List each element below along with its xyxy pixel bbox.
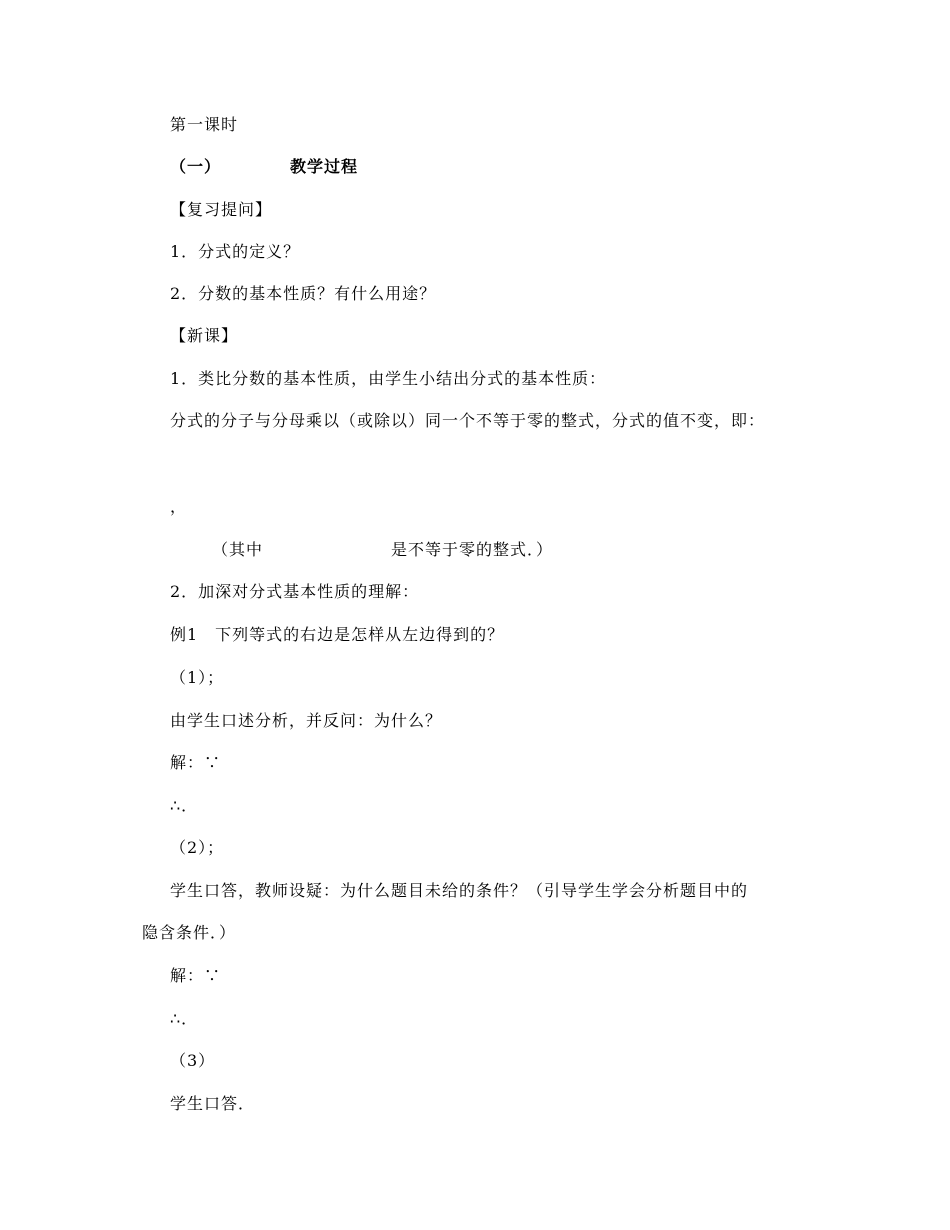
student-oral: 学生口答． [170,1094,256,1113]
item-2: 2．加深对分式基本性质的理解： [170,582,420,601]
example-1: 例1 下列等式的右边是怎样从左边得到的？ [170,625,505,644]
part-1: （1）； [170,668,225,687]
where-note [212,540,553,560]
solution-1-therefore: ∴． [170,796,199,815]
student-analysis: 由学生口述分析，并反问：为什么？ [170,711,443,730]
where-prefix: （其中 [212,540,264,559]
section-number: （一） [170,157,222,176]
solution-2-because: 解：∵ [170,966,222,985]
item-1: 1．类比分数的基本性质，由学生小结出分式的基本性质： [170,369,607,388]
lesson-period: 第一课时 [170,115,239,134]
solution-1-because: 解：∵ [170,753,222,772]
property-statement: 分式的分子与分母乘以（或除以）同一个不等于零的整式，分式的值不变，即： [170,411,766,430]
formula-comma: ， [170,497,188,516]
student-answer-question-continued: 隐含条件．） [142,923,237,942]
review-heading: 【复习提问】 [170,200,273,219]
review-question-1: 1．分式的定义？ [170,242,301,261]
section-heading [170,157,358,177]
new-lesson-heading: 【新课】 [170,326,239,345]
where-suffix: 是不等于零的整式．） [391,540,554,559]
part-3: （3） [170,1051,216,1070]
review-question-2: 2．分数的基本性质？有什么用途？ [170,284,437,303]
part-2: （2）； [170,838,225,857]
student-answer-question: 学生口答，教师设疑：为什么题目未给的条件？（引导学生学会分析题目中的 [170,881,749,900]
section-title: 教学过程 [290,157,359,176]
solution-2-therefore: ∴． [170,1009,199,1028]
